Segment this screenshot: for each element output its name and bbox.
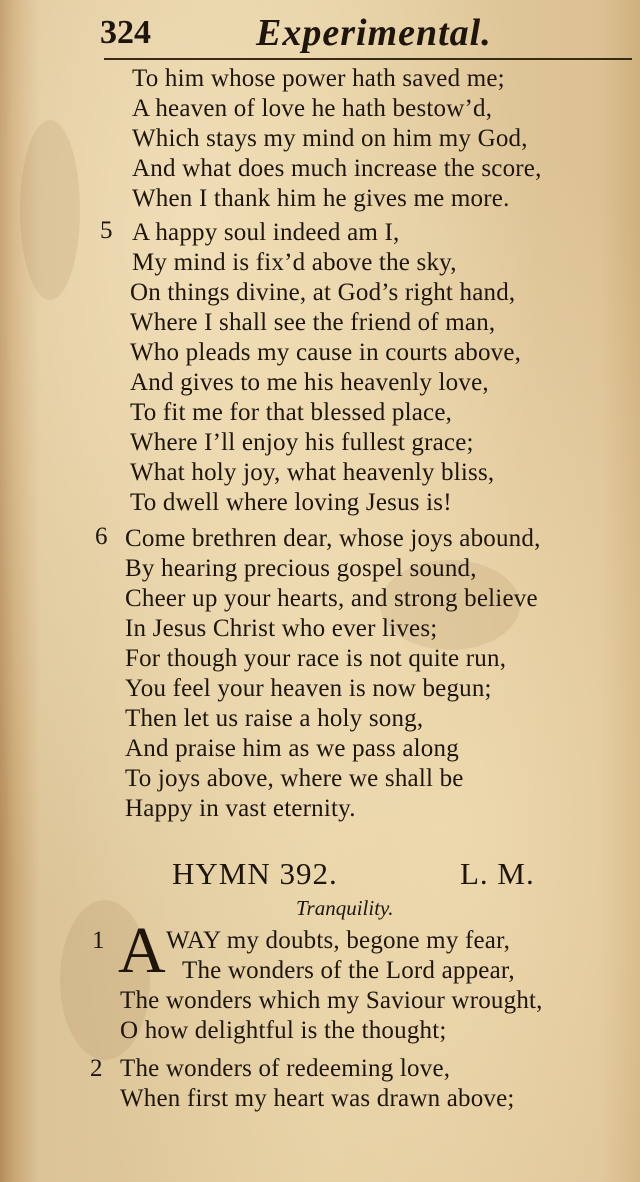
verse-line: You feel your heaven is now begun; bbox=[125, 675, 492, 702]
stanza-number: 6 bbox=[95, 523, 108, 550]
verse-line: For though your race is not quite run, bbox=[125, 645, 507, 672]
stanza-number: 5 bbox=[100, 217, 113, 244]
paper-stain bbox=[20, 120, 80, 300]
verse-line: When first my heart was drawn above; bbox=[120, 1085, 515, 1112]
verse-line: And praise him as we pass along bbox=[125, 735, 459, 762]
verse-line: A happy soul indeed am I, bbox=[132, 219, 400, 246]
verse-line: Which stays my mind on him my God, bbox=[132, 125, 528, 152]
verse-line: On things divine, at God’s right hand, bbox=[130, 279, 516, 306]
verse-line: When I thank him he gives me more. bbox=[132, 185, 510, 212]
drop-capital: A bbox=[118, 914, 166, 987]
hymn-title: HYMN 392. bbox=[172, 856, 338, 891]
verse-line: To joys above, where we shall be bbox=[125, 765, 464, 792]
verse-line: Happy in vast eternity. bbox=[125, 795, 356, 822]
page-header bbox=[100, 10, 620, 56]
verse-line: In Jesus Christ who ever lives; bbox=[125, 615, 438, 642]
header-rule bbox=[104, 58, 632, 60]
verse-line: The wonders of the Lord appear, bbox=[182, 957, 515, 984]
verse-line: Where I shall see the friend of man, bbox=[130, 309, 496, 336]
verse-line: My mind is fix’d above the sky, bbox=[132, 249, 457, 276]
verse-line: And what does much increase the score, bbox=[132, 155, 542, 182]
verse-line: To fit me for that blessed place, bbox=[130, 399, 453, 426]
hymn-subtitle: Tranquility. bbox=[296, 896, 394, 920]
verse-line: To dwell where loving Jesus is! bbox=[130, 489, 452, 516]
verse-line: O how delightful is the thought; bbox=[120, 1017, 447, 1044]
page-number: 324 bbox=[100, 14, 151, 51]
verse-line: What holy joy, what heavenly bliss, bbox=[130, 459, 495, 486]
verse-line: Then let us raise a holy song, bbox=[125, 705, 424, 732]
verse-line: Where I’ll enjoy his fullest grace; bbox=[130, 429, 474, 456]
hymn-heading bbox=[172, 856, 572, 892]
verse-line: The wonders of redeeming love, bbox=[120, 1055, 451, 1082]
stanza-number: 1 bbox=[92, 927, 105, 954]
hymn-meter: L. M. bbox=[460, 856, 535, 891]
verse-line: And gives to me his heavenly love, bbox=[130, 369, 489, 396]
verse-line: Who pleads my cause in courts above, bbox=[130, 339, 522, 366]
verse-line: By hearing precious gospel sound, bbox=[125, 555, 477, 582]
verse-line: The wonders which my Saviour wrought, bbox=[120, 987, 543, 1014]
verse-line: Come brethren dear, whose joys abound, bbox=[125, 525, 541, 552]
verse-line: Cheer up your hearts, and strong believe bbox=[125, 585, 538, 612]
verse-line: To him whose power hath saved me; bbox=[132, 65, 505, 92]
stanza-number: 2 bbox=[90, 1055, 103, 1082]
running-title: Experimental. bbox=[256, 12, 492, 54]
verse-line: WAY my doubts, begone my fear, bbox=[166, 927, 511, 954]
verse-line: A heaven of love he hath bestow’d, bbox=[132, 95, 493, 122]
